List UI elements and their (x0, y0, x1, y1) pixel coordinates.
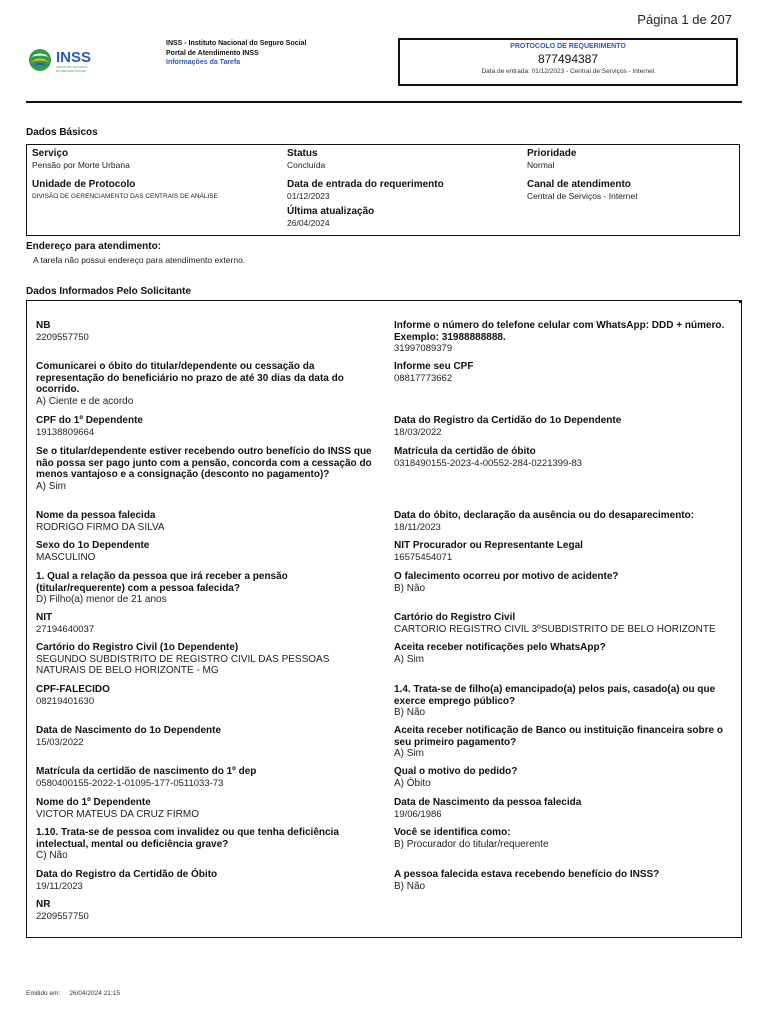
field-nr (36, 899, 378, 922)
field-label: Aceita receber notificação de Banco ou instituição financeira sobre o seu primeiro pagamento? (394, 725, 723, 748)
channel-cell (527, 179, 638, 202)
field-label: Data do Registro da Certidão do 1o Dependente (394, 415, 622, 426)
field-label: Matrícula da certidão de óbito (394, 446, 536, 457)
field-label: Data de Nascimento da pessoa falecida (394, 797, 582, 808)
field-death-notice (36, 361, 378, 407)
field-value: 19/11/2023 (36, 880, 83, 892)
field-label: NR (36, 899, 51, 910)
svg-text:DO SEGURO SOCIAL: DO SEGURO SOCIAL (56, 69, 87, 73)
svg-text:INSTITUTO NACIONAL: INSTITUTO NACIONAL (56, 65, 88, 69)
entry-date-label: Data de entrada do requerimento (287, 179, 444, 190)
task-info-label: Informações da Tarefa (166, 59, 241, 66)
field-value: B) Procurador do titular/requerente (394, 838, 549, 850)
field-value: B) Não (394, 707, 426, 718)
field-value: 15/03/2022 (36, 736, 84, 748)
field-value: 19138809664 (36, 426, 95, 438)
field-identify-as (394, 827, 736, 850)
field-value: D) Filho(a) menor de 21 anos (36, 594, 167, 605)
header-divider (26, 101, 742, 103)
field-label: CPF do 1º Dependente (36, 415, 143, 426)
priority-value: Normal (527, 160, 555, 170)
page-number: Página 1 de 207 (637, 12, 732, 27)
portal-name: Portal de Atendimento INSS (166, 49, 259, 57)
field-value: A) Ciente e de acordo (36, 395, 134, 407)
field-whatsapp-phone (394, 320, 736, 355)
field-value: A) Sim (36, 480, 66, 492)
field-label: Cartório do Registro Civil (394, 612, 516, 623)
field-value: CARTORIO REGISTRO CIVIL 3ºSUBDISTRITO DE BELO HORIZONTE (394, 623, 716, 635)
field-deceased-cpf (36, 684, 378, 707)
field-birth-certificate (36, 766, 378, 789)
protocol-number: 877494387 (537, 52, 599, 66)
field-your-cpf (394, 361, 736, 384)
field-label: NIT Procurador ou Representante Legal (394, 540, 583, 551)
field-label: Data do Registro da Certidão de Óbito (36, 869, 218, 880)
field-value: 27194640037 (36, 623, 95, 635)
service-label: Serviço (32, 148, 69, 159)
status-label: Status (287, 148, 318, 159)
field-value: A) Sim (394, 748, 424, 759)
field-value: 2209557750 (36, 910, 89, 922)
field-whatsapp-notify (394, 642, 736, 665)
field-label: Cartório do Registro Civil (1o Dependente) (36, 642, 239, 653)
entry-date-value: 01/12/2023 (287, 191, 330, 201)
field-disability (36, 827, 378, 862)
field-value: VICTOR MATEUS DA CRUZ FIRMO (36, 808, 199, 820)
last-update-label: Última atualização (287, 206, 375, 217)
field-death-certificate (394, 446, 736, 469)
field-label: CPF-FALECIDO (36, 684, 110, 695)
field-label: Matrícula da certidão de nascimento do 1º dep (36, 766, 257, 777)
field-representative-nit (394, 540, 736, 563)
field-label: Aceita receber notificações pelo WhatsApp? (394, 642, 606, 653)
field-label: Data do óbito, declaração da ausência ou do desaparecimento: (394, 510, 695, 521)
field-label: 1. Qual a relação da pessoa que irá receber a pensão (titular/requerente) com a pessoa falecida? (36, 571, 288, 594)
field-emancipated (394, 684, 736, 719)
inss-logo (28, 46, 112, 72)
field-value: B) Não (394, 582, 426, 594)
field-label: NB (36, 320, 51, 331)
service-cell (32, 148, 130, 171)
protocol-entry-date: Data de entrada: 01/12/2023 - Central de Serviços - Internet (481, 68, 655, 75)
service-value: Pensão por Morte Urbana (32, 160, 130, 170)
institution-block (166, 39, 306, 68)
field-value: MASCULINO (36, 551, 96, 563)
field-value: 08817773662 (394, 372, 453, 384)
field-label: Nome do 1º Dependente (36, 797, 151, 808)
field-dependent-cert-date (394, 415, 736, 438)
field-value: B) Não (394, 880, 426, 892)
field-deceased-name (36, 510, 378, 533)
field-label: 1.4. Trata-se de filho(a) emancipado(a) pelos pais, casado(a) ou que exerce emprego público? (394, 684, 716, 707)
field-value: 19/06/1986 (394, 808, 442, 820)
inss-emblem-icon (29, 49, 51, 71)
field-dependent-cpf (36, 415, 378, 438)
field-label: Qual o motivo do pedido? (394, 766, 518, 777)
field-dependent-name (36, 797, 378, 820)
field-label: Data de Nascimento do 1o Dependente (36, 725, 222, 736)
channel-label: Canal de atendimento (527, 179, 631, 190)
unit-cell (32, 179, 218, 202)
address-label: Endereço para atendimento: (26, 241, 162, 252)
field-label: Nome da pessoa falecida (36, 510, 156, 521)
field-label: Se o titular/dependente estiver recebendo outro benefício do INSS que não possa ser pago junto com a pensão, concorda com a cessação do menos vantajoso e a consignação (desconto no pagamento)? (36, 446, 372, 480)
field-request-reason (394, 766, 736, 789)
field-value: A) Óbito (394, 777, 431, 789)
field-value: 08219401630 (36, 695, 95, 707)
institution-name: INSS - Instituto Nacional do Seguro Social (166, 40, 307, 47)
field-value: 2209557750 (36, 331, 89, 343)
svg-text:INSS: INSS (56, 49, 92, 66)
status-cell (287, 148, 325, 171)
field-label: Sexo do 1o Dependente (36, 540, 150, 551)
field-label: A pessoa falecida estava recebendo benefício do INSS? (394, 869, 660, 880)
field-other-benefit (36, 446, 378, 492)
entry-date-cell (287, 179, 444, 202)
unit-label: Unidade de Protocolo (32, 179, 136, 190)
channel-value: Central de Serviços - Internet (527, 191, 638, 201)
field-death-date (394, 510, 736, 533)
field-label: Você se identifica como: (394, 827, 511, 838)
issued-at (26, 990, 120, 997)
field-deceased-birth (394, 797, 736, 820)
field-value: 18/03/2022 (394, 426, 442, 438)
field-value: SEGUNDO SUBDISTRITO DE REGISTRO CIVIL DAS PESSOAS NATURAIS DE BELO HORIZONTE - MG (36, 653, 330, 676)
priority-cell (527, 148, 576, 171)
field-relationship (36, 571, 378, 606)
field-value: RODRIGO FIRMO DA SILVA (36, 521, 165, 533)
field-label: 1.10. Trata-se de pessoa com invalidez ou que tenha deficiência intelectual, mental ou deficiência grave? (36, 827, 339, 850)
priority-label: Prioridade (527, 148, 577, 159)
field-bank-notify (394, 725, 736, 760)
field-value: 31997089379 (394, 343, 453, 354)
issued-at-label: Emitido em: (26, 990, 61, 997)
status-value: Concluída (287, 160, 326, 170)
field-label: Informe o número do telefone celular com WhatsApp: DDD + número. Exemplo: 31988888888. (394, 320, 725, 343)
field-value: 0318490155-2023-4-00552-284-0221399-83 (394, 457, 583, 469)
protocol-box (398, 38, 738, 86)
issued-at-value: 26/04/2024 21:15 (69, 990, 120, 997)
address-value: A tarefa não possui endereço para atendimento externo. (33, 255, 246, 265)
field-label: Informe seu CPF (394, 361, 474, 372)
box-corner-mark (739, 300, 742, 303)
field-value: 16575454071 (394, 551, 453, 563)
field-value: 0580400155-2022-1-01095-177-0511033-73 (36, 777, 224, 789)
field-label: O falecimento ocorreu por motivo de acidente? (394, 571, 619, 582)
field-label: NIT (36, 612, 53, 623)
field-value: C) Não (36, 850, 68, 861)
unit-value: DIVISÃO DE GERENCIAMENTO DAS CENTRAIS DE ANÁLISE (32, 193, 218, 200)
requester-data-box (26, 300, 742, 938)
field-nit (36, 612, 378, 635)
field-registry-dependent (36, 642, 378, 677)
field-accident (394, 571, 736, 594)
requester-data-title: Dados Informados Pelo Solicitante (26, 286, 192, 297)
field-dependent-sex (36, 540, 378, 563)
protocol-label: PROTOCOLO DE REQUERIMENTO (510, 43, 626, 50)
field-value: 18/11/2023 (394, 521, 441, 533)
basic-data-box (26, 144, 740, 236)
field-value: A) Sim (394, 653, 424, 665)
field-nb (36, 320, 378, 343)
last-update-cell (287, 206, 374, 229)
field-label: Comunicarei o óbito do titular/dependente ou cessação da representação do beneficiário no prazo de até 30 dias da data do ocorrido. (36, 361, 344, 395)
field-death-cert-date (36, 869, 378, 892)
last-update-value: 26/04/2024 (287, 218, 330, 228)
field-dependent-birth (36, 725, 378, 748)
field-deceased-benefit (394, 869, 736, 892)
field-civil-registry (394, 612, 736, 635)
basic-data-title: Dados Básicos (26, 127, 98, 138)
